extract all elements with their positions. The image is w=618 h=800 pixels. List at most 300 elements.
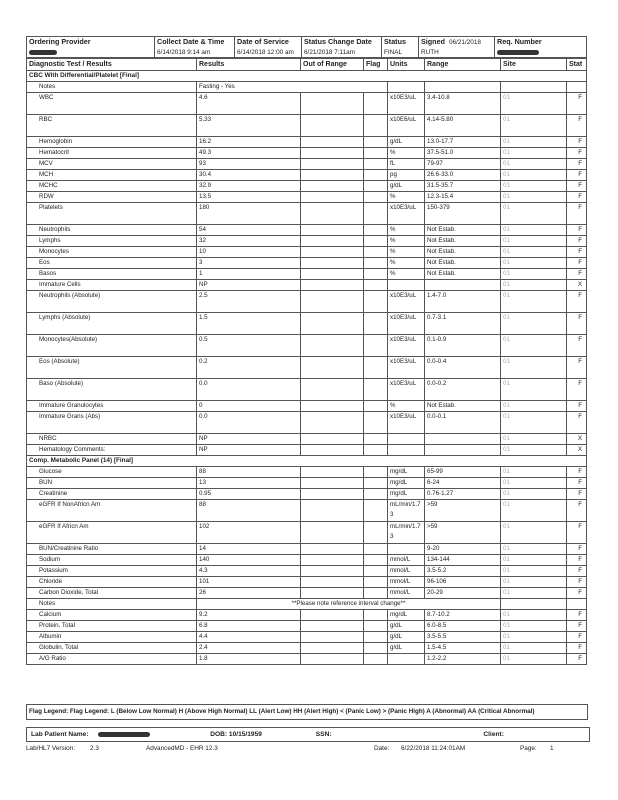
stat-value: F bbox=[567, 643, 587, 654]
site-value: 01 bbox=[501, 247, 567, 258]
results-body bbox=[27, 71, 587, 665]
signed-by: RUTH bbox=[419, 48, 495, 58]
version-value: 2.3 bbox=[90, 745, 99, 752]
result-value: 1.8 bbox=[197, 654, 301, 665]
stat-value: F bbox=[567, 258, 587, 269]
cbc-panel-title: CBC With Differential/Platelet [Final] bbox=[27, 71, 587, 82]
flag-cell bbox=[364, 643, 388, 654]
stat-value: F bbox=[567, 335, 587, 357]
out-of-range-cell bbox=[301, 170, 364, 181]
units-value: x10E3/uL bbox=[388, 93, 425, 115]
site-value: 01 bbox=[501, 335, 567, 357]
page-value: 1 bbox=[550, 745, 554, 752]
units-value: % bbox=[388, 192, 425, 203]
flag-cell bbox=[364, 555, 388, 566]
test-name: Notes bbox=[27, 599, 197, 610]
test-name: Eos bbox=[27, 258, 197, 269]
table-row bbox=[27, 489, 587, 500]
test-name: Immature Cells bbox=[27, 280, 197, 291]
range-value: 6-24 bbox=[425, 478, 501, 489]
stat-value: F bbox=[567, 577, 587, 588]
col-range: Range bbox=[425, 59, 501, 71]
result-value: 140 bbox=[197, 555, 301, 566]
table-row bbox=[27, 544, 587, 555]
table-row bbox=[27, 610, 587, 621]
result-value: 4.4 bbox=[197, 632, 301, 643]
result-value: 32 bbox=[197, 236, 301, 247]
col-flag: Flag bbox=[364, 59, 388, 71]
stat-value: F bbox=[567, 412, 587, 434]
report-header bbox=[26, 36, 587, 58]
stat-value: F bbox=[567, 225, 587, 236]
units-value: g/dL bbox=[388, 632, 425, 643]
test-name: Albumin bbox=[27, 632, 197, 643]
units-value bbox=[388, 434, 425, 445]
cmp-panel-title: Comp. Metabolic Panel (14) [Final] bbox=[27, 456, 587, 467]
site-cell bbox=[501, 599, 567, 610]
dob-value: 10/15/1959 bbox=[228, 731, 262, 738]
table-row bbox=[27, 291, 587, 313]
table-row bbox=[27, 445, 587, 456]
col-results: Results bbox=[197, 59, 301, 71]
provider-redacted bbox=[27, 48, 155, 58]
range-value: 9-20 bbox=[425, 544, 501, 555]
flag-cell bbox=[364, 148, 388, 159]
site-value: 01 bbox=[501, 555, 567, 566]
site-value: 01 bbox=[501, 500, 567, 522]
table-row bbox=[27, 555, 587, 566]
page-label: Page: bbox=[520, 745, 537, 752]
stat-value: F bbox=[567, 621, 587, 632]
flag-cell bbox=[364, 93, 388, 115]
site-value: 01 bbox=[501, 467, 567, 478]
out-of-range-cell bbox=[301, 280, 364, 291]
signed-date: 06/21/2018 bbox=[448, 39, 481, 46]
test-name: Hemoglobin bbox=[27, 137, 197, 148]
flag-cell bbox=[364, 236, 388, 247]
ssn-label: SSN: bbox=[315, 731, 332, 738]
result-value: 32.9 bbox=[197, 181, 301, 192]
client-label: Client: bbox=[483, 731, 504, 738]
out-of-range-cell bbox=[301, 500, 364, 522]
range-value: 1.2-2.2 bbox=[425, 654, 501, 665]
test-name: RBC bbox=[27, 115, 197, 137]
flag-cell bbox=[364, 621, 388, 632]
units-value: g/dL bbox=[388, 137, 425, 148]
version-label: Lab/HL7 Version: bbox=[26, 745, 76, 752]
test-name: Neutrophils bbox=[27, 225, 197, 236]
site-value: 01 bbox=[501, 93, 567, 115]
range-value: Not Estab. bbox=[425, 258, 501, 269]
status-label: Status bbox=[382, 37, 419, 49]
units-value: mmol/L bbox=[388, 577, 425, 588]
units-value: g/dL bbox=[388, 181, 425, 192]
result-value: 3 bbox=[197, 258, 301, 269]
test-name: Sodium bbox=[27, 555, 197, 566]
stat-value: F bbox=[567, 159, 587, 170]
test-name: Globulin, Total bbox=[27, 643, 197, 654]
flag-cell bbox=[364, 654, 388, 665]
result-value: 2.5 bbox=[197, 291, 301, 313]
out-of-range-cell bbox=[301, 588, 364, 599]
flag-legend bbox=[26, 704, 588, 720]
range-value: 0.0-0.1 bbox=[425, 412, 501, 434]
stat-value: F bbox=[567, 115, 587, 137]
stat-value: F bbox=[567, 566, 587, 577]
site-value: 01 bbox=[501, 192, 567, 203]
result-value: 16.2 bbox=[197, 137, 301, 148]
result-value: 14 bbox=[197, 544, 301, 555]
out-of-range-cell bbox=[301, 247, 364, 258]
flag-cell bbox=[364, 522, 388, 544]
flag-legend-text: Flag Legend: Flag Legend: L (Below Low Normal) H (Above High Normal) LL (Alert Low) HH (Alert High) < (Panic Low) > (Panic High) A (Abnormal) AA (Critical Abnormal) bbox=[29, 708, 535, 715]
units-value: g/dL bbox=[388, 643, 425, 654]
result-value: 1.5 bbox=[197, 313, 301, 335]
units-value: x10E3/uL bbox=[388, 357, 425, 379]
result-value: 0.95 bbox=[197, 489, 301, 500]
col-test: Diagnostic Test / Results bbox=[27, 59, 197, 71]
stat-value: F bbox=[567, 170, 587, 181]
out-of-range-cell bbox=[301, 93, 364, 115]
range-value: 0.1-0.9 bbox=[425, 335, 501, 357]
result-value: 88 bbox=[197, 467, 301, 478]
test-name: MCH bbox=[27, 170, 197, 181]
range-value: >59 bbox=[425, 522, 501, 544]
out-of-range-cell bbox=[301, 379, 364, 401]
range-value: Not Estab. bbox=[425, 247, 501, 258]
result-value: 0 bbox=[197, 401, 301, 412]
stat-value: F bbox=[567, 203, 587, 225]
out-of-range-cell bbox=[301, 445, 364, 456]
out-of-range-cell bbox=[301, 610, 364, 621]
range-value: 6.0-8.5 bbox=[425, 621, 501, 632]
site-value: 01 bbox=[501, 181, 567, 192]
table-row bbox=[27, 225, 587, 236]
table-row bbox=[27, 247, 587, 258]
range-value bbox=[425, 445, 501, 456]
result-value: 180 bbox=[197, 203, 301, 225]
out-of-range-cell bbox=[301, 236, 364, 247]
result-value: NP bbox=[197, 280, 301, 291]
out-of-range-cell bbox=[301, 544, 364, 555]
test-name: Lymphs (Absolute) bbox=[27, 313, 197, 335]
range-value: 12.3-15.4 bbox=[425, 192, 501, 203]
result-value: 13 bbox=[197, 478, 301, 489]
range-value: 150-379 bbox=[425, 203, 501, 225]
range-value: 65-99 bbox=[425, 467, 501, 478]
out-of-range-cell bbox=[301, 137, 364, 148]
out-of-range-cell bbox=[301, 555, 364, 566]
table-row bbox=[27, 588, 587, 599]
flag-cell bbox=[364, 610, 388, 621]
stat-value: F bbox=[567, 291, 587, 313]
col-stat: Stat bbox=[567, 59, 587, 71]
stat-value: F bbox=[567, 610, 587, 621]
units-value: pg bbox=[388, 170, 425, 181]
site-value: 01 bbox=[501, 434, 567, 445]
flag-cell bbox=[364, 445, 388, 456]
out-of-range-cell bbox=[301, 489, 364, 500]
test-name: RDW bbox=[27, 192, 197, 203]
result-value: 5.33 bbox=[197, 115, 301, 137]
units-value: % bbox=[388, 236, 425, 247]
collect-value: 6/14/2018 9:14 am bbox=[155, 48, 235, 58]
range-value: 26.6-33.0 bbox=[425, 170, 501, 181]
units-value: x10E3/uL bbox=[388, 203, 425, 225]
patient-name-label: Lab Patient Name: bbox=[31, 731, 89, 738]
range-value: 13.0-17.7 bbox=[425, 137, 501, 148]
units-value: mL/min/1.73 bbox=[388, 500, 425, 522]
units-value bbox=[388, 654, 425, 665]
table-row bbox=[27, 159, 587, 170]
site-value: 01 bbox=[501, 412, 567, 434]
units-value: g/dL bbox=[388, 621, 425, 632]
flag-cell bbox=[364, 434, 388, 445]
table-row bbox=[27, 478, 587, 489]
site-value: 01 bbox=[501, 291, 567, 313]
units-value: mg/dL bbox=[388, 478, 425, 489]
test-name: Platelets bbox=[27, 203, 197, 225]
out-of-range-cell bbox=[301, 621, 364, 632]
result-value: 54 bbox=[197, 225, 301, 236]
redaction-bar bbox=[497, 50, 539, 55]
units-value: mg/dL bbox=[388, 610, 425, 621]
result-value: 93 bbox=[197, 159, 301, 170]
range-value: 96-106 bbox=[425, 577, 501, 588]
stat-value: F bbox=[567, 93, 587, 115]
stat-value: F bbox=[567, 588, 587, 599]
stat-value: F bbox=[567, 544, 587, 555]
test-name: WBC bbox=[27, 93, 197, 115]
out-of-range-cell bbox=[301, 291, 364, 313]
units-value: x10E3/uL bbox=[388, 379, 425, 401]
table-row bbox=[27, 522, 587, 544]
table-row bbox=[27, 654, 587, 665]
test-name: MCHC bbox=[27, 181, 197, 192]
units-value: fL bbox=[388, 159, 425, 170]
flag-cell bbox=[364, 170, 388, 181]
result-value: 101 bbox=[197, 577, 301, 588]
out-of-range-cell bbox=[301, 566, 364, 577]
site-value: 01 bbox=[501, 159, 567, 170]
date-label: Date: bbox=[374, 745, 390, 752]
test-name: A/G Ratio bbox=[27, 654, 197, 665]
site-value: 01 bbox=[501, 203, 567, 225]
range-value: 134-144 bbox=[425, 555, 501, 566]
units-value: x10E6/uL bbox=[388, 115, 425, 137]
site-value: 01 bbox=[501, 236, 567, 247]
result-value: 2.4 bbox=[197, 643, 301, 654]
ordering-provider-label: Ordering Provider bbox=[27, 37, 155, 49]
flag-cell bbox=[364, 181, 388, 192]
table-row bbox=[27, 412, 587, 434]
stat-value: F bbox=[567, 181, 587, 192]
site-value: 01 bbox=[501, 588, 567, 599]
table-row bbox=[27, 643, 587, 654]
stat-value: X bbox=[567, 445, 587, 456]
test-name: Chloride bbox=[27, 577, 197, 588]
stat-value: F bbox=[567, 269, 587, 280]
test-name: NRBC bbox=[27, 434, 197, 445]
out-of-range-cell bbox=[301, 654, 364, 665]
site-value: 01 bbox=[501, 654, 567, 665]
flag-cell bbox=[364, 115, 388, 137]
stat-value: F bbox=[567, 357, 587, 379]
flag-cell bbox=[364, 577, 388, 588]
out-of-range-cell bbox=[301, 478, 364, 489]
units-value: mmol/L bbox=[388, 555, 425, 566]
table-row bbox=[27, 335, 587, 357]
out-of-range-cell bbox=[301, 203, 364, 225]
flag-cell bbox=[364, 401, 388, 412]
range-value: 3.5-5.5 bbox=[425, 632, 501, 643]
site-value: 01 bbox=[501, 258, 567, 269]
range-value: Not Estab. bbox=[425, 236, 501, 247]
flag-cell bbox=[364, 159, 388, 170]
range-value: Not Estab. bbox=[425, 225, 501, 236]
col-oor: Out of Range bbox=[301, 59, 364, 71]
test-name: Calcium bbox=[27, 610, 197, 621]
site-value: 01 bbox=[501, 137, 567, 148]
site-value: 01 bbox=[501, 170, 567, 181]
stat-cell bbox=[567, 599, 587, 610]
patient-bar bbox=[26, 727, 590, 742]
units-value bbox=[388, 280, 425, 291]
flag-cell bbox=[364, 137, 388, 148]
out-of-range-cell bbox=[301, 181, 364, 192]
out-of-range-cell bbox=[301, 412, 364, 434]
units-value: % bbox=[388, 225, 425, 236]
stat-value: F bbox=[567, 522, 587, 544]
result-value: NP bbox=[197, 434, 301, 445]
status-change-label: Status Change Date bbox=[302, 37, 382, 49]
result-value: 102 bbox=[197, 522, 301, 544]
units-value bbox=[388, 544, 425, 555]
site-value: 01 bbox=[501, 445, 567, 456]
stat-value: F bbox=[567, 236, 587, 247]
stat-value: F bbox=[567, 467, 587, 478]
flag-cell bbox=[364, 478, 388, 489]
flag-cell bbox=[364, 500, 388, 522]
table-row bbox=[27, 566, 587, 577]
out-of-range-cell bbox=[301, 258, 364, 269]
test-name: Monocytes(Absolute) bbox=[27, 335, 197, 357]
site-value: 01 bbox=[501, 357, 567, 379]
test-name: Monocytes bbox=[27, 247, 197, 258]
test-name: BUN/Creatinine Ratio bbox=[27, 544, 197, 555]
test-name: BUN bbox=[27, 478, 197, 489]
site-value: 01 bbox=[501, 577, 567, 588]
out-of-range-cell bbox=[301, 335, 364, 357]
units-value: x10E3/uL bbox=[388, 313, 425, 335]
result-value: 13.5 bbox=[197, 192, 301, 203]
product-name: AdvancedMD - EHR 12.3 bbox=[146, 745, 218, 752]
panel-header-row bbox=[27, 456, 587, 467]
table-row bbox=[27, 203, 587, 225]
flag-cell bbox=[364, 291, 388, 313]
result-value: 49.3 bbox=[197, 148, 301, 159]
flag-cell bbox=[364, 632, 388, 643]
test-name: Lymphs bbox=[27, 236, 197, 247]
redaction-bar bbox=[98, 732, 150, 737]
units-value: % bbox=[388, 258, 425, 269]
cbc-notes-label: Notes bbox=[27, 82, 197, 93]
flag-cell bbox=[364, 313, 388, 335]
units-value: mg/dL bbox=[388, 467, 425, 478]
result-value: 4.3 bbox=[197, 566, 301, 577]
result-value: 10 bbox=[197, 247, 301, 258]
stat-value: F bbox=[567, 632, 587, 643]
units-value: % bbox=[388, 148, 425, 159]
site-value: 01 bbox=[501, 478, 567, 489]
col-units: Units bbox=[388, 59, 425, 71]
flag-cell bbox=[364, 489, 388, 500]
stat-value: F bbox=[567, 192, 587, 203]
test-name: Neutrophils (Absolute) bbox=[27, 291, 197, 313]
test-name: Baso (Absolute) bbox=[27, 379, 197, 401]
site-value: 01 bbox=[501, 280, 567, 291]
req-label: Req. Number bbox=[495, 37, 587, 49]
units-value: mmol/L bbox=[388, 566, 425, 577]
range-value bbox=[425, 280, 501, 291]
test-name: Creatinine bbox=[27, 489, 197, 500]
flag-cell bbox=[364, 225, 388, 236]
site-value: 01 bbox=[501, 566, 567, 577]
cbc-notes-value: Fasting - Yes bbox=[197, 82, 388, 93]
site-value: 01 bbox=[501, 621, 567, 632]
date-value: 6/22/2018 11:24:01AM bbox=[401, 745, 466, 752]
out-of-range-cell bbox=[301, 401, 364, 412]
table-row bbox=[27, 401, 587, 412]
redaction-bar bbox=[29, 50, 57, 55]
site-value: 01 bbox=[501, 148, 567, 159]
table-row bbox=[27, 313, 587, 335]
table-row bbox=[27, 137, 587, 148]
range-value: Not Estab. bbox=[425, 401, 501, 412]
stat-value: F bbox=[567, 654, 587, 665]
site-value: 01 bbox=[501, 610, 567, 621]
flag-cell bbox=[364, 269, 388, 280]
test-name: Basos bbox=[27, 269, 197, 280]
range-value: 0.76-1.27 bbox=[425, 489, 501, 500]
flag-cell bbox=[364, 335, 388, 357]
flag-cell bbox=[364, 544, 388, 555]
units-value: % bbox=[388, 401, 425, 412]
out-of-range-cell bbox=[301, 269, 364, 280]
units-value: mmol/L bbox=[388, 588, 425, 599]
test-name: Hematocrit bbox=[27, 148, 197, 159]
units-value: % bbox=[388, 247, 425, 258]
range-value bbox=[425, 434, 501, 445]
result-value: 0.0 bbox=[197, 379, 301, 401]
range-value: 31.5-35.7 bbox=[425, 181, 501, 192]
units-value: x10E3/uL bbox=[388, 412, 425, 434]
result-value: 0.5 bbox=[197, 335, 301, 357]
result-value: NP bbox=[197, 445, 301, 456]
stat-value: F bbox=[567, 555, 587, 566]
site-value: 01 bbox=[501, 269, 567, 280]
flag-cell bbox=[364, 412, 388, 434]
collect-label: Collect Date & Time bbox=[155, 37, 235, 49]
test-name: Hematology Comments: bbox=[27, 445, 197, 456]
table-row bbox=[27, 93, 587, 115]
table-row bbox=[27, 500, 587, 522]
flag-cell bbox=[364, 467, 388, 478]
test-name: eGFR If Africn Am bbox=[27, 522, 197, 544]
out-of-range-cell bbox=[301, 632, 364, 643]
table-row bbox=[27, 577, 587, 588]
stat-value: F bbox=[567, 478, 587, 489]
